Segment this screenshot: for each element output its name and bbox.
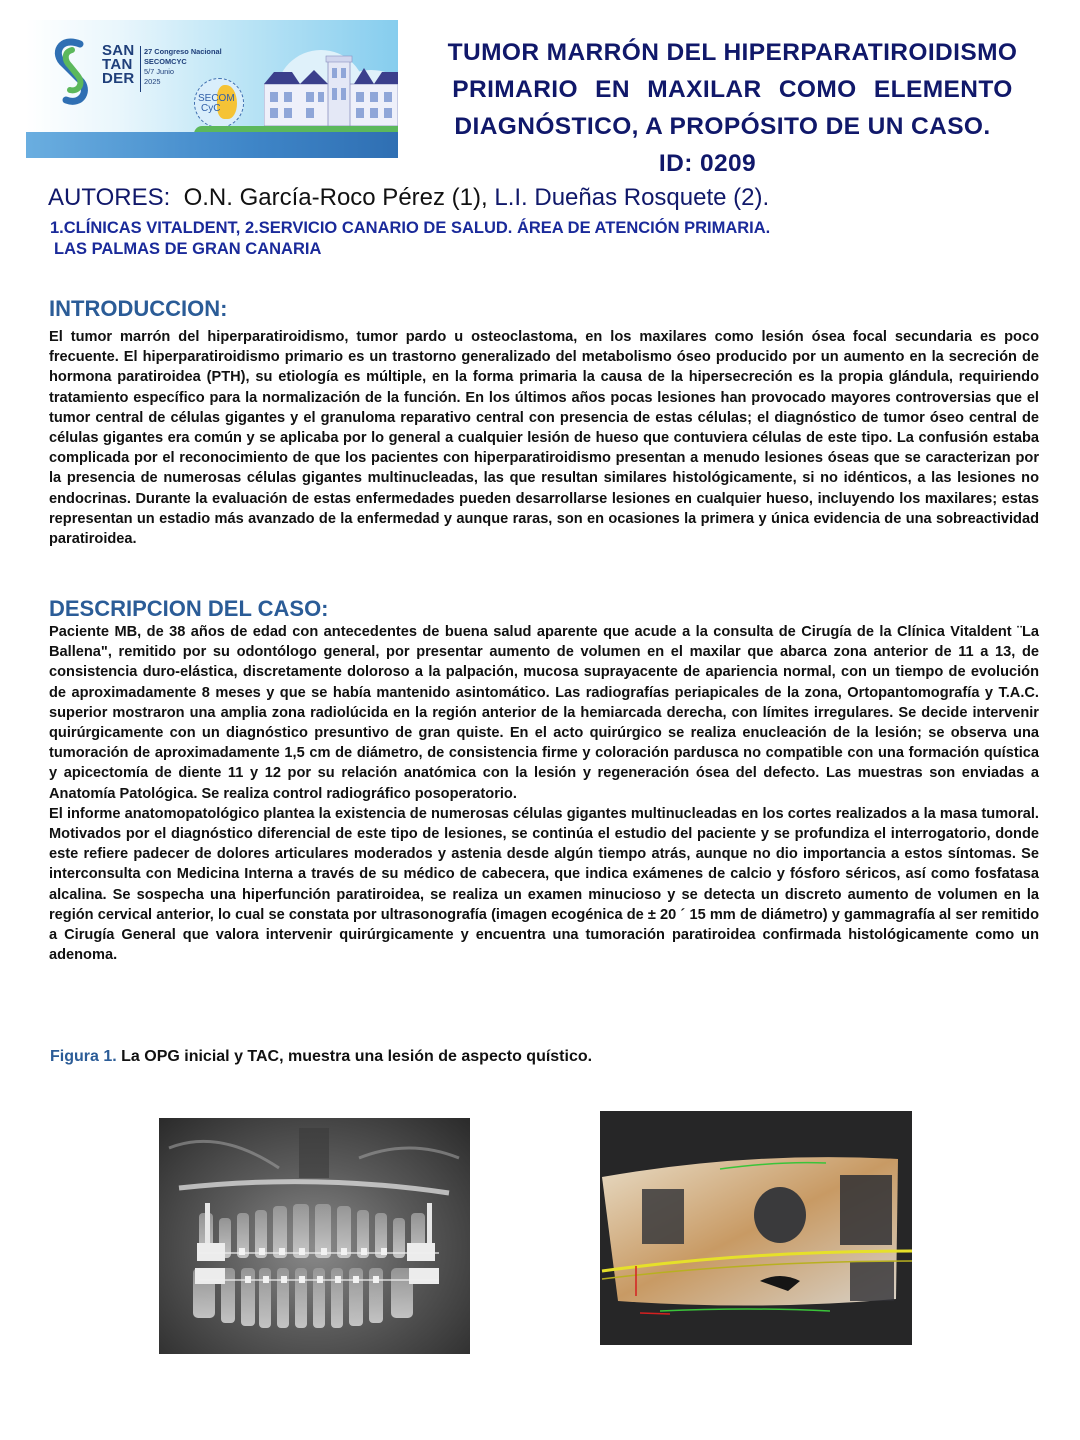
- case-paragraph-1: Paciente MB, de 38 años de edad con antecedentes de buena salud aparente que acude a la consulta de Cirugía de la Clínica Vitaldent ¨La Ballena", remitido por su odontólogo general, por presentar aumento de volumen en el maxilar que abarca zona anterior de 11 a 13, de consistencia duro-elástica, discretamente doloroso a la palpación, mucosa suprayacente de apariencia normal, con un tiempo de evolución de aproximadamente 8 meses y que se había mantenido asintomático. Las radiografías periapicales de la zona, Ortopantomografía y T.A.C. superior mostraron una amplia zona radiolúcida en la región anterior de la hemiarcada derecha, con límites irregulares. Se decide intervenir quirúrgicamente con un diagnóstico presuntivo de gran quiste. En el acto quirúrgico se realiza enucleación de la lesión; se observa una tumoración de aproximadamente 1,5 cm de diámetro, de consistencia firme y coloración pardusca no compatible con una formación quística y apicectomía de diente 11 y 12 por su relación anatómica con la lesión y regeneración ósea del defecto. Las muestras son enviadas a Anatomía Patológica. Se realiza control radiográfico posoperatorio.: [49, 624, 1039, 802]
- secomcyc-logo: [194, 78, 244, 128]
- cyc-logo-text: CyC: [201, 103, 221, 114]
- case-heading: DESCRIPCION DEL CASO:: [49, 596, 329, 621]
- figure-caption: [50, 1048, 592, 1066]
- city-line: TAN: [102, 56, 133, 73]
- congress-year: 2025: [144, 77, 161, 86]
- ct-3d-drawing: [600, 1111, 912, 1345]
- case-body: [49, 622, 1039, 965]
- congress-society: SECOMCYC: [144, 57, 187, 66]
- affiliations: [50, 218, 770, 260]
- opg-xray-image: [159, 1118, 470, 1354]
- congress-dates: 5/7 Junio: [144, 67, 174, 76]
- city-line: SAN: [102, 42, 135, 59]
- introduction-paragraph: El tumor marrón del hiperparatiroidismo, tumor pardo u osteoclastoma, en los maxilares como lesión ósea focal secundaria es poco frecuente. El hiperparatiroidismo primario es un trastorno generalizado del metabolismo óseo producido por un aumento en la secreción de hormona paratiroidea (PTH), su etiología es múltiple, en la forma primaria la causa de la hipersecreción es la propia glándula, requiriendo tratamiento específico para la normalización de la función. En los últimos años pocas lesiones han provocado mayores controversias que el tumor central de células gigantes y el granuloma reparativo central con presencia de estas células; el diagnóstico de tumor óseo central de células gigantes era común y se aplicaba por lo general a cualquier lesión de hueso que contuviera células de este tipo. La confusión estaba complicada por el reconocimiento de que los pacientes con hiperparatiroidismo presentan a menudo lesiones óseas que se caracterizan por la presencia de numerosas células gigantes multinucleadas, las que resultan similares histológicamente, si no idénticos, a las lesiones no endocrinas. Durante la evaluación de estas enfermedades pueden desarrollarse lesiones en cualquier hueso, incluyendo los maxilares; estas representan un estadio más avanzado de la enfermedad y aunque raras, son en ocasiones la primera y única evidencia de una sobreactividad paratiroidea.: [49, 329, 1039, 548]
- congress-banner: [26, 20, 398, 158]
- city-line: DER: [102, 70, 135, 87]
- figure-caption-text: La OPG inicial y TAC, muestra una lesión de aspecto quístico.: [121, 1048, 593, 1065]
- banner-blue-band: [26, 132, 398, 158]
- author-1: O.N. García-Roco Pérez (1),: [183, 184, 488, 211]
- introduction-heading: INTRODUCCION:: [49, 296, 228, 321]
- banner-city: [102, 44, 135, 86]
- title-line-2: PRIMARIO EN MAXILAR COMO ELEMENTO: [452, 76, 1013, 103]
- palace-building-icon: [264, 54, 398, 126]
- authors-line: [48, 184, 769, 212]
- opg-xray-drawing: [159, 1118, 470, 1354]
- secom-logo-text: SECOM: [198, 93, 235, 104]
- author-2: L.I. Dueñas Rosquete (2).: [494, 184, 770, 211]
- poster-id: ID: 0209: [658, 150, 757, 177]
- title-line-1: TUMOR MARRÓN DEL HIPERPARATIROIDISMO: [447, 39, 1018, 66]
- ct-3d-reconstruction-image: [600, 1111, 912, 1345]
- authors-label: AUTORES:: [48, 184, 171, 211]
- case-paragraph-2: El informe anatomopatológico plantea la existencia de numerosas células gigantes multinucleadas en los cortes realizados a la masa tumoral. Motivados por el diagnóstico diferencial de este tipo de lesiones, se continúa el estudio del paciente y se profundiza el interrogatorio, donde este refiere padecer de dolores articulares moderados y astenia desde algún tiempo atrás, aunque no dio importancia a estos síntomas. Se interconsulta con Medicina Interna a través de su médico de cabecera, que indica exámenes de calcio y fósforo séricos, así como fosfatasa alcalina. Se sospecha una hiperfunción paratiroidea, se realiza un examen minucioso y se detecta un discreto aumento de volumen en la región cervical anterior, lo cual se constata por ultrasonografía (imagen ecogénica de ± 20 ´ 15 mm de diámetro) y gammagrafía al ser remitido a Cirugía General que valora intervenir quirúrgicamente y encuentra una tumoración paratiroidea confirmada histológicamente como un adenoma.: [49, 805, 1039, 964]
- figure-label: Figura 1.: [50, 1048, 117, 1065]
- santander-s-logo-icon: [50, 36, 94, 108]
- banner-divider: [140, 46, 141, 92]
- introduction-body: [49, 327, 1039, 549]
- affiliation-line-1: 1.CLÍNICAS VITALDENT, 2.SERVICIO CANARIO DE SALUD. ÁREA DE ATENCIÓN PRIMARIA.: [50, 219, 771, 237]
- congress-name: 27 Congreso Nacional: [144, 47, 222, 56]
- affiliation-line-2: LAS PALMAS DE GRAN CANARIA: [54, 240, 322, 258]
- poster-title: [400, 34, 1065, 182]
- title-line-3: DIAGNÓSTICO, A PROPÓSITO DE UN CASO.: [454, 113, 991, 140]
